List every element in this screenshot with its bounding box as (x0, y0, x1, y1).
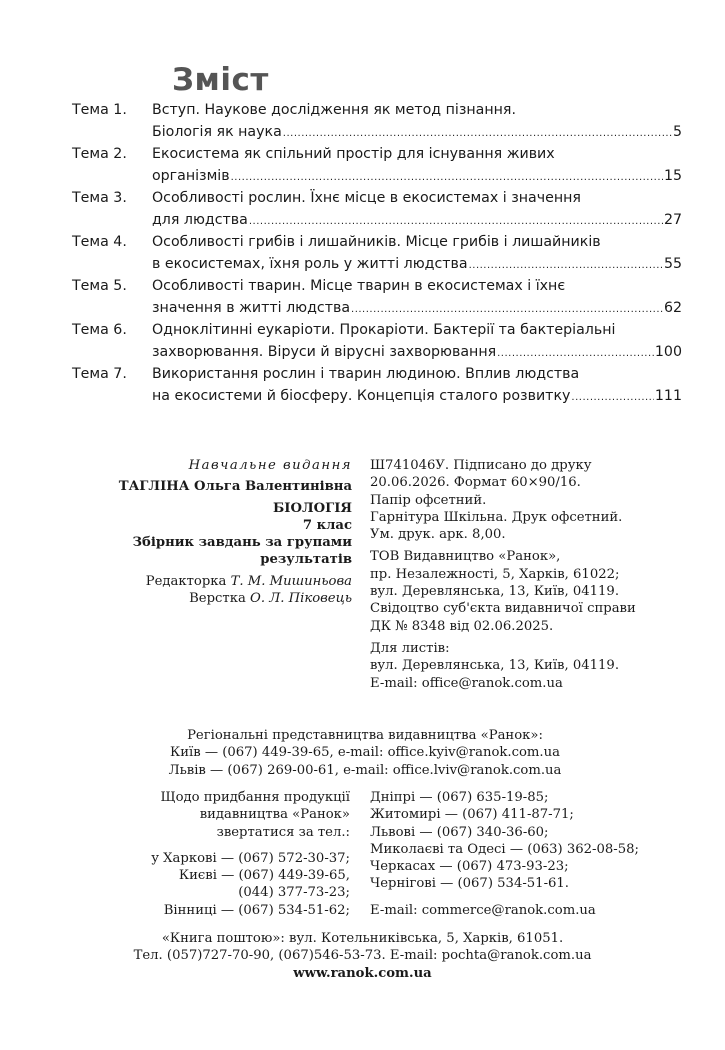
toc-topic-number: Тема 2. (72, 146, 127, 162)
toc-topic-title-end: захворювання. Віруси й вірусні захворювання (152, 343, 497, 360)
publisher-line: пр. Незалежності, 5, Харків, 61022; (370, 566, 620, 582)
book-title-line: результатів (260, 552, 352, 568)
phone-line: Чернігові — (067) 534-51-61. (370, 876, 569, 892)
footer-contacts (40, 930, 685, 982)
editor-credit: Редакторка Т. М. Мишиньова (145, 573, 352, 589)
layout-credit: Верстка О. Л. Піковець (189, 591, 352, 607)
tech-line: Гарнітура Шкільна. Друк офсетний. (370, 509, 623, 525)
toc-page-number: 5 (672, 123, 682, 140)
toc-entry-6[interactable] (72, 320, 682, 364)
toc-topic-number: Тема 5. (72, 278, 127, 294)
toc-topic-title-end: на екосистеми й біосферу. Концепція сталого розвитку (152, 387, 571, 404)
phone-line: Черкасах — (067) 473-93-23; (370, 859, 569, 875)
purchase-intro-line: Щодо придбання продукції (160, 790, 350, 805)
table-of-contents (72, 100, 682, 408)
toc-topic-number: Тема 1. (72, 102, 127, 118)
footer-phone-line: Тел. (057)727-70-90, (067)546-53-73. E-mail: pochta@ranok.com.ua (133, 948, 592, 964)
phone-line: Миколаєві та Одесі — (063) 362-08-58; (370, 841, 639, 857)
publisher-line: вул. Деревлянська, 13, Київ, 04119. (370, 584, 620, 600)
toc-leader-dots (283, 122, 672, 145)
toc-page-number: 111 (654, 387, 682, 404)
author-name: ТАГЛІНА Ольга Валентинівна (118, 479, 352, 495)
toc-leader-dots (497, 342, 654, 365)
toc-page-number: 62 (663, 299, 682, 316)
regional-heading: Регіональні представництва видавництва «Ранок»: (187, 728, 543, 743)
regional-line: Львів — (067) 269-00-61, e-mail: office.lviv@ranok.com.ua (168, 762, 562, 778)
toc-topic-title: Особливості грибів і лишайників. Місце грибів і лишайників (152, 234, 601, 250)
toc-entry-2[interactable] (72, 144, 682, 188)
purchase-intro-line: звертатися за тел.: (216, 824, 350, 840)
phone-line: у Харкові — (067) 572-30-37; (151, 850, 350, 866)
toc-page-number: 100 (654, 343, 682, 360)
toc-entry-4[interactable] (72, 232, 682, 276)
mail-order-line: «Книга поштою»: вул. Котельниківська, 5, Харків, 61051. (161, 931, 564, 946)
toc-topic-title: Використання рослин і тварин людиною. Вплив людства (152, 366, 580, 382)
contents-title: Зміст (172, 62, 269, 98)
toc-leader-dots (571, 386, 653, 409)
toc-entry-3[interactable] (72, 188, 682, 232)
toc-topic-title-end: значення в житті людства (152, 299, 351, 316)
toc-topic-number: Тема 3. (72, 190, 127, 206)
toc-entry-1[interactable] (72, 100, 682, 144)
regional-offices (60, 727, 670, 779)
purchase-intro-line: видавництва «Ранок» (199, 807, 350, 823)
tech-line: Папір офсетний. (370, 492, 487, 508)
publisher-line: Свідоцтво суб'єкта видавничої справи (370, 601, 636, 617)
toc-leader-dots (249, 210, 663, 233)
tech-line: Ш741046У. Підписано до друку (370, 458, 592, 473)
toc-topic-title: Особливості рослин. Їхнє місце в екосистемах і значення (152, 190, 581, 206)
toc-topic-number: Тема 7. (72, 366, 127, 382)
mail-line: E-mail: office@ranok.com.ua (370, 675, 563, 691)
publisher-line: ДК № 8348 від 02.06.2025. (370, 618, 554, 634)
mail-line: вул. Деревлянська, 13, Київ, 04119. (370, 658, 620, 674)
phone-line: Львові — (067) 340-36-60; (370, 824, 549, 840)
toc-page-number: 15 (663, 167, 682, 184)
toc-topic-title: Одноклітинні еукаріоти. Прокаріоти. Бактерії та бактеріальні (152, 322, 616, 338)
toc-page-number: 27 (663, 211, 682, 228)
imprint-technical-info (370, 457, 690, 692)
phone-line: Вінниці — (067) 534-51-62; (163, 902, 350, 918)
phone-line: Дніпрі — (067) 635-19-85; (370, 790, 549, 805)
mail-line: Для листів: (370, 640, 450, 656)
toc-leader-dots (231, 166, 663, 189)
book-grade: 7 клас (302, 517, 352, 533)
toc-leader-dots (351, 298, 663, 321)
tech-line: 20.06.2026. Формат 60×90/16. (370, 475, 581, 491)
purchase-contacts-left (60, 789, 350, 919)
toc-page-number: 55 (663, 255, 682, 272)
commerce-email: E-mail: commerce@ranok.com.ua (370, 902, 596, 918)
book-title-line: Збірник завдань за групами (132, 535, 352, 551)
book-subject: БІОЛОГІЯ (273, 500, 352, 516)
toc-topic-title: Вступ. Наукове дослідження як метод пізнання. (152, 102, 516, 118)
phone-line: (044) 377-73-23; (238, 885, 350, 901)
toc-topic-title-end: для людства (152, 211, 248, 228)
publisher-line: ТОВ Видавництво «Ранок», (370, 549, 561, 565)
toc-topic-number: Тема 6. (72, 322, 127, 338)
toc-leader-dots (469, 254, 663, 277)
toc-topic-number: Тема 4. (72, 234, 127, 250)
toc-topic-title-end: Біологія як наука (152, 123, 282, 140)
toc-entry-5[interactable] (72, 276, 682, 320)
edition-type: Навчальне видання (188, 458, 352, 473)
toc-topic-title-end: в екосистемах, їхня роль у житті людства (152, 255, 468, 272)
purchase-contacts-right (370, 789, 690, 919)
tech-line: Ум. друк. арк. 8,00. (370, 527, 506, 543)
imprint-book-info (90, 457, 352, 607)
phone-line: Житомирі — (067) 411-87-71; (370, 807, 574, 823)
toc-topic-title: Особливості тварин. Місце тварин в екосистемах і їхнє (152, 278, 566, 294)
phone-line: Києві — (067) 449-39-65, (178, 868, 350, 884)
website-link[interactable]: www.ranok.com.ua (293, 965, 432, 981)
toc-entry-7[interactable] (72, 364, 682, 408)
regional-line: Київ — (067) 449-39-65, e-mail: office.kyiv@ranok.com.ua (170, 745, 560, 761)
toc-topic-title-end: організмів (152, 167, 230, 184)
toc-topic-title: Екосистема як спільний простір для існування живих (152, 146, 555, 162)
